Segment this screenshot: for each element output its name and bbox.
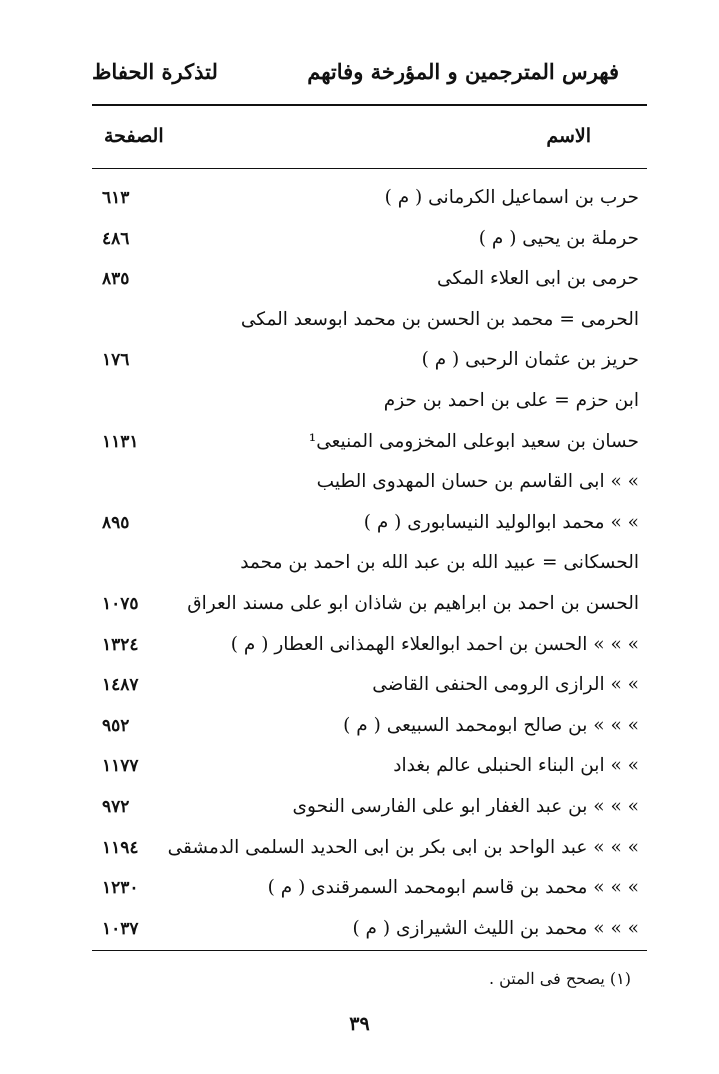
- index-entry: [92, 219, 639, 260]
- entry-page-number: ١١٧٧: [102, 756, 139, 777]
- index-entry: [92, 462, 639, 503]
- entry-name: » » ابى القاسم بن حسان المهدوى الطيب: [316, 471, 639, 493]
- entry-page-number: ٤٨٦: [102, 228, 130, 249]
- index-entries: [92, 178, 639, 949]
- entry-page-number: ١١٩٤: [102, 837, 139, 858]
- index-entry: [92, 706, 639, 747]
- index-entry: [92, 340, 639, 381]
- index-entry: [92, 828, 639, 869]
- entry-name: حرملة بن يحيى ( م ): [478, 227, 639, 249]
- entry-name: الحسن بن احمد بن ابراهيم بن شاذان ابو على مسند العراق: [187, 592, 639, 614]
- entry-name: » » ابن البناء الحنبلى عالم بغداد: [393, 755, 639, 777]
- entry-name: الحرمى = محمد بن الحسن بن محمد ابوسعد المكى: [240, 308, 639, 330]
- page-number: ٣٩: [349, 1013, 370, 1035]
- index-entry: [92, 259, 639, 300]
- index-entry: [92, 381, 639, 422]
- entry-name: حرمى بن ابى العلاء المكى: [437, 268, 639, 290]
- entry-name: » » محمد ابوالوليد النيسابورى ( م ): [363, 511, 639, 533]
- index-entry: [92, 746, 639, 787]
- name-column-header: الاسم: [546, 125, 591, 147]
- column-header-rule: [92, 168, 647, 169]
- entry-page-number: ١١٣١: [102, 431, 139, 452]
- entry-name: ابن حزم = على بن احمد بن حزم: [383, 389, 639, 411]
- header-rule: [92, 104, 647, 106]
- index-entry: [92, 503, 639, 544]
- page-column-header: الصفحة: [104, 125, 164, 147]
- entry-page-number: ١٧٦: [102, 350, 130, 371]
- index-entry: [92, 422, 639, 463]
- footnote-rule: [92, 950, 647, 951]
- index-entry: [92, 543, 639, 584]
- entry-name: الحسكانى = عبيد الله بن عبد الله بن احمد بن محمد: [240, 552, 639, 574]
- running-title: فهرس المترجمين و المؤرخة وفاتهم: [307, 59, 619, 84]
- entry-name: حرب بن اسماعيل الكرمانى ( م ): [384, 187, 639, 208]
- entry-page-number: ٩٧٢: [102, 796, 130, 817]
- footnote: (١) يصحح فى المتن .: [488, 969, 631, 988]
- entry-name: » » » الحسن بن احمد ابوالعلاء الهمذانى العطار ( م ): [230, 633, 639, 655]
- book-title: لتذكرة الحفاظ: [92, 59, 218, 84]
- index-entry: [92, 178, 639, 219]
- entry-page-number: ١٣٢٤: [102, 634, 139, 655]
- entry-page-number: ٨٩٥: [102, 512, 130, 533]
- entry-name: » » » محمد بن قاسم ابومحمد السمرقندى ( م ): [267, 877, 639, 899]
- entry-name: » » » بن عبد الغفار ابو على الفارسى النحوى: [292, 795, 639, 817]
- entry-name: » » » بن صالح ابومحمد السبيعى ( م ): [343, 714, 639, 736]
- entry-name: » » » عبد الواحد بن ابى بكر بن ابى الحديد السلمى الدمشقى: [167, 836, 639, 858]
- index-entry: [92, 868, 639, 909]
- entry-page-number: ٦١٣: [102, 188, 130, 208]
- entry-page-number: ١٠٣٧: [102, 918, 139, 939]
- entry-page-number: ١٠٧٥: [102, 593, 139, 614]
- index-entry: [92, 300, 639, 341]
- entry-name: حريز بن عثمان الرحبى ( م ): [421, 349, 639, 371]
- index-entry: [92, 787, 639, 828]
- index-entry: [92, 665, 639, 706]
- entry-page-number: ٩٥٢: [102, 715, 130, 736]
- entry-name: » » » محمد بن الليث الشيرازى ( م ): [352, 917, 639, 939]
- entry-name: حسان بن سعيد ابوعلى المخزومى المنيعى¹: [308, 430, 639, 452]
- index-entry: [92, 625, 639, 666]
- entry-name: » » الرازى الرومى الحنفى القاضى: [372, 674, 639, 696]
- entry-page-number: ١٢٣٠: [102, 878, 139, 899]
- index-entry: [92, 584, 639, 625]
- entry-page-number: ٨٣٥: [102, 269, 130, 290]
- entry-page-number: ١٤٨٧: [102, 675, 139, 696]
- index-entry: [92, 909, 639, 950]
